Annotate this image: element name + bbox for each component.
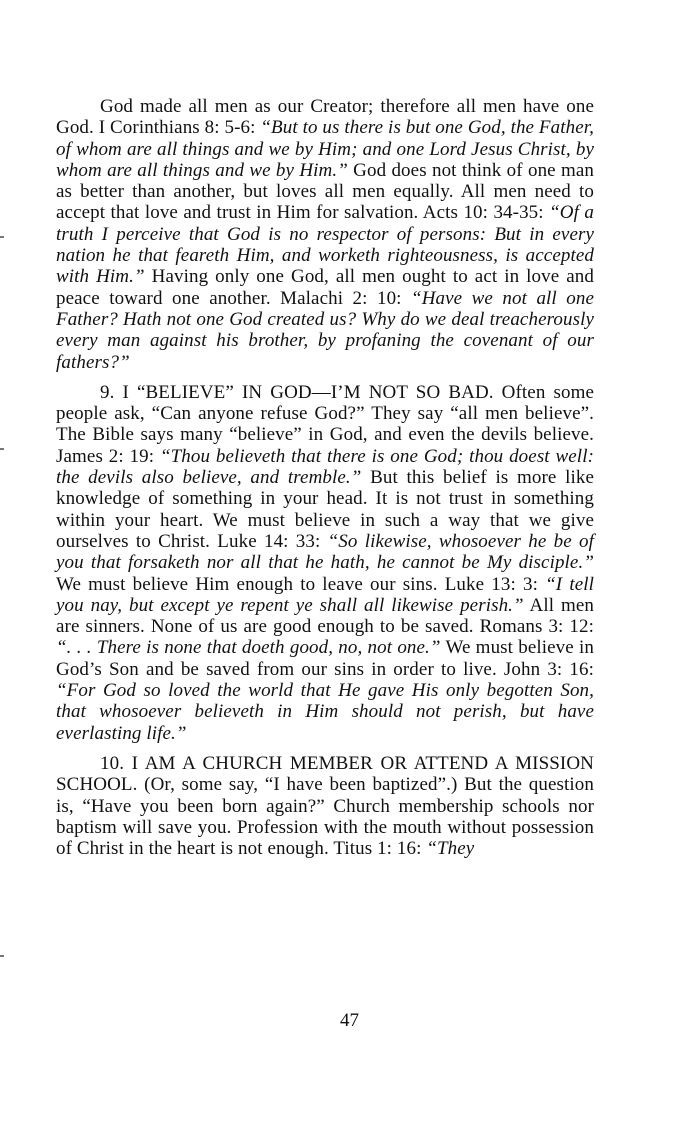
scripture-quote: “. . . There is none that doeth good, no, not one.” (56, 637, 441, 659)
paragraph-believe (56, 382, 594, 744)
text-span: 10. I AM A CHURCH MEMBER OR ATTEND A MISSION SCHOOL. (Or, some say, “I have been baptized”.) But the question is, “Have you been born again?” Church membership schools nor baptism will save you. Profession with the mouth without possession of Christ in the heart is not enough. Titus 1: 16: (56, 752, 594, 860)
text-span: God made all men as our Creator; therefore all men have one God. I Corinthians 8: 5-6: (56, 96, 594, 139)
margin-mark (0, 448, 4, 450)
scripture-quote: “But to us there is but one God, the Father, of whom are all things and we by Him; and one Lord Jesus Christ, by whom are all things and we by Him.” (56, 117, 594, 181)
margin-mark (0, 236, 4, 238)
page-body (56, 96, 594, 868)
scripture-quote: “Thou believeth that there is one God; thou doest well: the devils also believe, and tremble.” (56, 445, 594, 489)
paragraph-creator (56, 96, 594, 373)
text-span: All men are sinners. None of us are good enough to be saved. Romans 3: 12: (56, 594, 594, 638)
scripture-quote: “Of a truth I perceive that God is no respector of persons: But in every nation he that feareth Him, and worketh righteousness, is accepted with Him.” (56, 202, 594, 288)
text-span: Having only one God, all men ought to act in love and peace toward one another. Malachi 2: 10: (56, 266, 594, 309)
scripture-quote: “For God so loved the world that He gave His only begotten Son, that whosoever believeth in Him should not perish, but have everlasting life.” (56, 680, 594, 744)
paragraph-church (56, 753, 594, 859)
margin-mark (0, 955, 4, 957)
text-span: We must believe Him enough to leave our sins. Luke 13: 3: (56, 573, 546, 595)
page-number: 47 (340, 1010, 359, 1031)
text-span: God does not think of one man as better than another, but loves all men equally. All men need to accept that love and trust in Him for salvation. Acts 10: 34-35: (56, 159, 594, 224)
scripture-quote: “Have we not all one Father? Hath not one God created us? Why do we deal treacherously every man against his brother, by profaning the covenant of our fathers?” (56, 287, 594, 373)
scripture-quote: “So likewise, whosoever he be of you that forsaketh nor all that he hath, he cannot be My disciple.” (56, 530, 594, 574)
text-span: 9. I “BELIEVE” IN GOD—I’M NOT SO BAD. Often some people ask, “Can anyone refuse God?” They say “all men believe”. The Bible says many “believe” in God, and even the devils believe. James 2: 19: (56, 381, 594, 467)
scripture-quote: “They (426, 838, 475, 860)
text-span: But this belief is more like knowledge of something in your head. It is not trust in something within your heart. We must believe in such a way that we give ourselves to Christ. Luke 14: 33: (56, 467, 594, 552)
scripture-quote: “I tell you nay, but except ye repent ye shall all likewise perish.” (56, 573, 595, 616)
text-span: We must believe in God’s Son and be saved from our sins in order to live. John 3: 16: (56, 637, 594, 680)
